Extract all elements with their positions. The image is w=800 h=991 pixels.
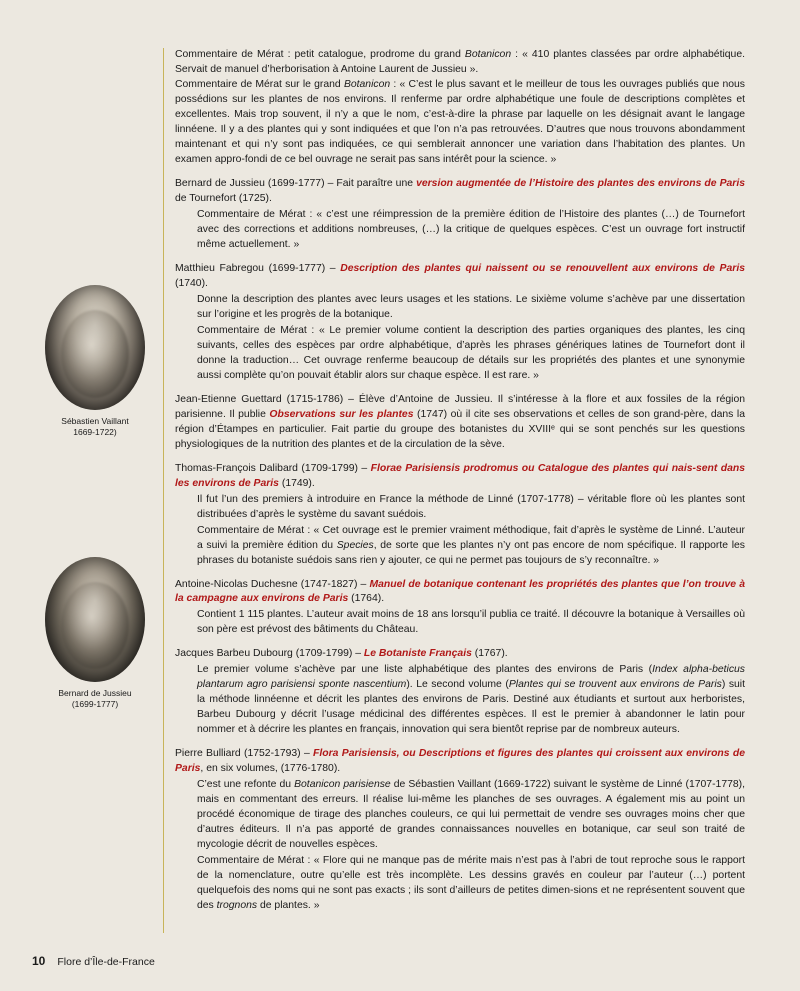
entry-jussieu-bernard	[175, 177, 745, 253]
entry-lead-prefix: Antoine-Nicolas Duchesne (1747-1827) –	[175, 578, 370, 590]
entry-title: Florae Parisiensis prodromus ou Catalogue des plantes qui nais-sent dans les environs de Paris	[175, 462, 745, 489]
entry-lead-suffix: de Tournefort (1725).	[175, 192, 272, 204]
entry-title: Description des plantes qui naissent ou se renouvellent aux environs de Paris	[340, 262, 745, 274]
portrait-image-vaillant	[45, 285, 145, 410]
entry-lead	[175, 578, 745, 608]
intro-paragraph-2: Commentaire de Mérat sur le grand Botanicon : « C’est le plus savant et le meilleur de tous les ouvrages publiés que nous possédions sur les plantes de nos environs. Il renferme par ordre alphabétique une foule de descriptions complètes et excellentes. Mais trop souvent, il n’y a que le nom, c’est-à-dire la phrase par laquelle on les désignait avant le langage linnéene. Il y a des plantes qui y sont indiquées et que l’on n’a pas retrouvées. D’autres que nous trouvons abondamment maintenant et qui n’y sont pas indiquées, ce qui semblerait annoncer une variation dans l’habitation des plantes. Un examen appro-fondi de ce bel ouvrage ne serait pas sans intérêt pour la science. »	[175, 78, 745, 165]
figure-caption-line2: (1699-1777)	[71, 699, 119, 710]
entry-note: Donne la description des plantes avec leurs usages et les stations. Le sixième volume s’achève par une dissertation sur l’origine et les progrès de la botanique.	[197, 293, 745, 320]
entry-duchesne	[175, 578, 745, 639]
entry-lead	[175, 177, 745, 207]
entry-lead-prefix: Jacques Barbeu Dubourg (1709-1799) –	[175, 648, 364, 660]
entry-note: C’est une refonte du Botanicon parisiense de Sébastien Vaillant (1669-1722) suivant le système de Linné (1707-1778), mais en commentant des erreurs. Il réalise lui-même les planches de ses ouvrages. A également mis au point un procédé économique de tirage des planches couleurs, ce qui lui permettait de vendre ses ouvrages moins cher que d’autres éditeurs. Il n’a pas apporté de grandes connaissances nouvelles en botanique, car seul son traité de mycologie décrit de nouvelles espèces.	[197, 779, 746, 851]
entry-lead-suffix: (1764).	[348, 593, 385, 605]
entry-lead	[175, 462, 745, 492]
entry-title: Manuel de botanique contenant les propriétés des plantes que l’on trouve à la campagne aux environs de Paris	[175, 578, 745, 605]
entry-fabregou	[175, 262, 745, 384]
figure-caption-jussieu	[30, 688, 160, 711]
entry-bulliard	[175, 747, 745, 914]
figure-caption-line1: Bernard de Jussieu	[58, 687, 132, 698]
entry-title: version augmentée de l’Histoire des plantes des environs de Paris	[416, 177, 745, 189]
entry-lead	[175, 393, 745, 453]
entry-note: Commentaire de Mérat : « Flore qui ne manque pas de mérite mais n’est pas à l’abri de tout reproche sous le rapport de la nomenclature, outre qu’elle est très incomplète. Les dessins gravés en couleur par l’auteur (…) portent quelquefois des noms qui ne sont pas exacts ; ils sont d’ailleurs de petites dimen-sions et ne représentent souvent que des trognons de plantes. »	[197, 855, 745, 912]
entry-lead-prefix: Jean-Etienne Guettard (1715-1786) – Élève d’Antoine de Jussieu. Il s’intéresse à la flore et aux fossiles de la région parisienne. Il publie	[175, 393, 745, 420]
column-divider-rule	[163, 48, 164, 933]
entry-lead-suffix: (1749).	[278, 477, 315, 489]
page-number: 10	[32, 954, 46, 968]
main-text-column	[175, 48, 745, 923]
entry-lead	[175, 647, 745, 662]
portrait-image-jussieu	[45, 557, 145, 682]
figure-column	[30, 285, 160, 753]
entry-title: Flora Parisiensis, ou Descriptions et figures des plantes qui croissent aux environs de Paris	[175, 748, 745, 775]
entry-note: Il fut l’un des premiers à introduire en France la méthode de Linné (1707-1778) – véritable flore où les plantes sont distribuées d’après le système du savant suédois.	[197, 493, 745, 520]
entry-guettard	[175, 393, 745, 453]
entry-note: Commentaire de Mérat : « Le premier volume contient la description des parties organiques des plantes, les cinq suivants, celles des espèces par ordre alphabétique, d’après les phrases génériques latines de Tournefort dont il donne la traduction… Cet ouvrage renferme beaucoup de détails sur les propriétés des plantes et une synonymie aussi complète qu’on pouvait établir alors sur chaque espèce. Il est rare. »	[197, 324, 745, 381]
figure-bernard-de-jussieu	[30, 557, 160, 711]
intro-paragraph-1: Commentaire de Mérat : petit catalogue, prodrome du grand Botanicon : « 410 plantes classées par ordre alphabétique. Servait de manuel d’herborisation à Antoine Laurent de Jussieu ».	[175, 49, 746, 75]
intro-block	[175, 48, 745, 168]
entry-title: Le Botaniste Français	[363, 648, 472, 660]
entry-lead-suffix: (1767).	[471, 648, 508, 660]
page-footer	[32, 954, 155, 968]
entry-dalibard	[175, 462, 745, 569]
entry-lead-prefix: Bernard de Jussieu (1699-1777) – Fait paraître une	[175, 177, 417, 189]
entry-dubourg	[175, 647, 745, 738]
figure-caption-line1: Sébastien Vaillant	[61, 416, 129, 426]
figure-sebastien-vaillant	[30, 285, 160, 439]
footer-title: Flore d’Île-de-France	[57, 956, 155, 968]
entry-lead-suffix: (1740).	[175, 277, 208, 289]
entry-title: Observations sur les plantes	[269, 408, 414, 420]
entry-lead-prefix: Matthieu Fabregou (1699-1777) –	[175, 262, 341, 274]
entry-lead-suffix: (1747) où il cite ses observations et celles de son grand-père, dans la région d’Étampes en particulier. Fait partie du groupe des botanistes du XVIIIᵉ qui se sont penchés sur les questions physiologiques de la nutrition des plantes et de la circulation de la sève.	[175, 408, 746, 450]
entry-note: Contient 1 115 plantes. L’auteur avait moins de 18 ans lorsqu’il publia ce traité. Il découvre la botanique à Versailles où son père est prévost des bâtiments du Château.	[197, 609, 745, 636]
figure-caption-line2: 1669-1722)	[73, 427, 117, 438]
entry-note: Commentaire de Mérat : « Cet ouvrage est le premier vraiment méthodique, fait d’après le système de Linné. L’auteur a suivi la première édition du Species, de sorte que les plantes n’y ont pas encore de nom spécifique. Il rapporte les phrases du botaniste suédois sans rien y ajouter, ce qui ne permet pas toujours de s’y reconnaître. »	[197, 524, 745, 566]
entry-lead-suffix: , en six volumes, (1776-1780).	[200, 763, 341, 775]
entry-note: Commentaire de Mérat : « c’est une réimpression de la première édition de l’Histoire des plantes (…) de Tournefort avec des corrections et additions nombreuses, (…) la critique de quelques espèces. C’est un ouvrage fort instructif même actuellement. »	[197, 208, 745, 250]
entry-lead-prefix: Thomas-François Dalibard (1709-1799) –	[175, 462, 371, 474]
figure-caption-vaillant	[30, 416, 160, 439]
entry-lead-prefix: Pierre Bulliard (1752-1793) –	[175, 748, 314, 760]
entry-lead	[175, 747, 745, 777]
entry-note: Le premier volume s’achève par une liste alphabétique des plantes des environs de Paris (Index alpha-beticus plantarum agro parisiensi sponte nascentium). Le second volume (Plantes qui se trouvent aux environs de Paris) suit la méthode linnéenne et décrit les plantes des environs de Paris. Destiné aux étudiants et surtout aux herboristes, Barbeu Dubourg y décrit l’usage médicinal des différentes espèces. Il est le premier à abandonner le latin pour nommer et à décrire les plantes en français, innovation qui sera bientôt reprise par de nombreux auteurs.	[197, 664, 745, 736]
entry-lead	[175, 262, 745, 292]
